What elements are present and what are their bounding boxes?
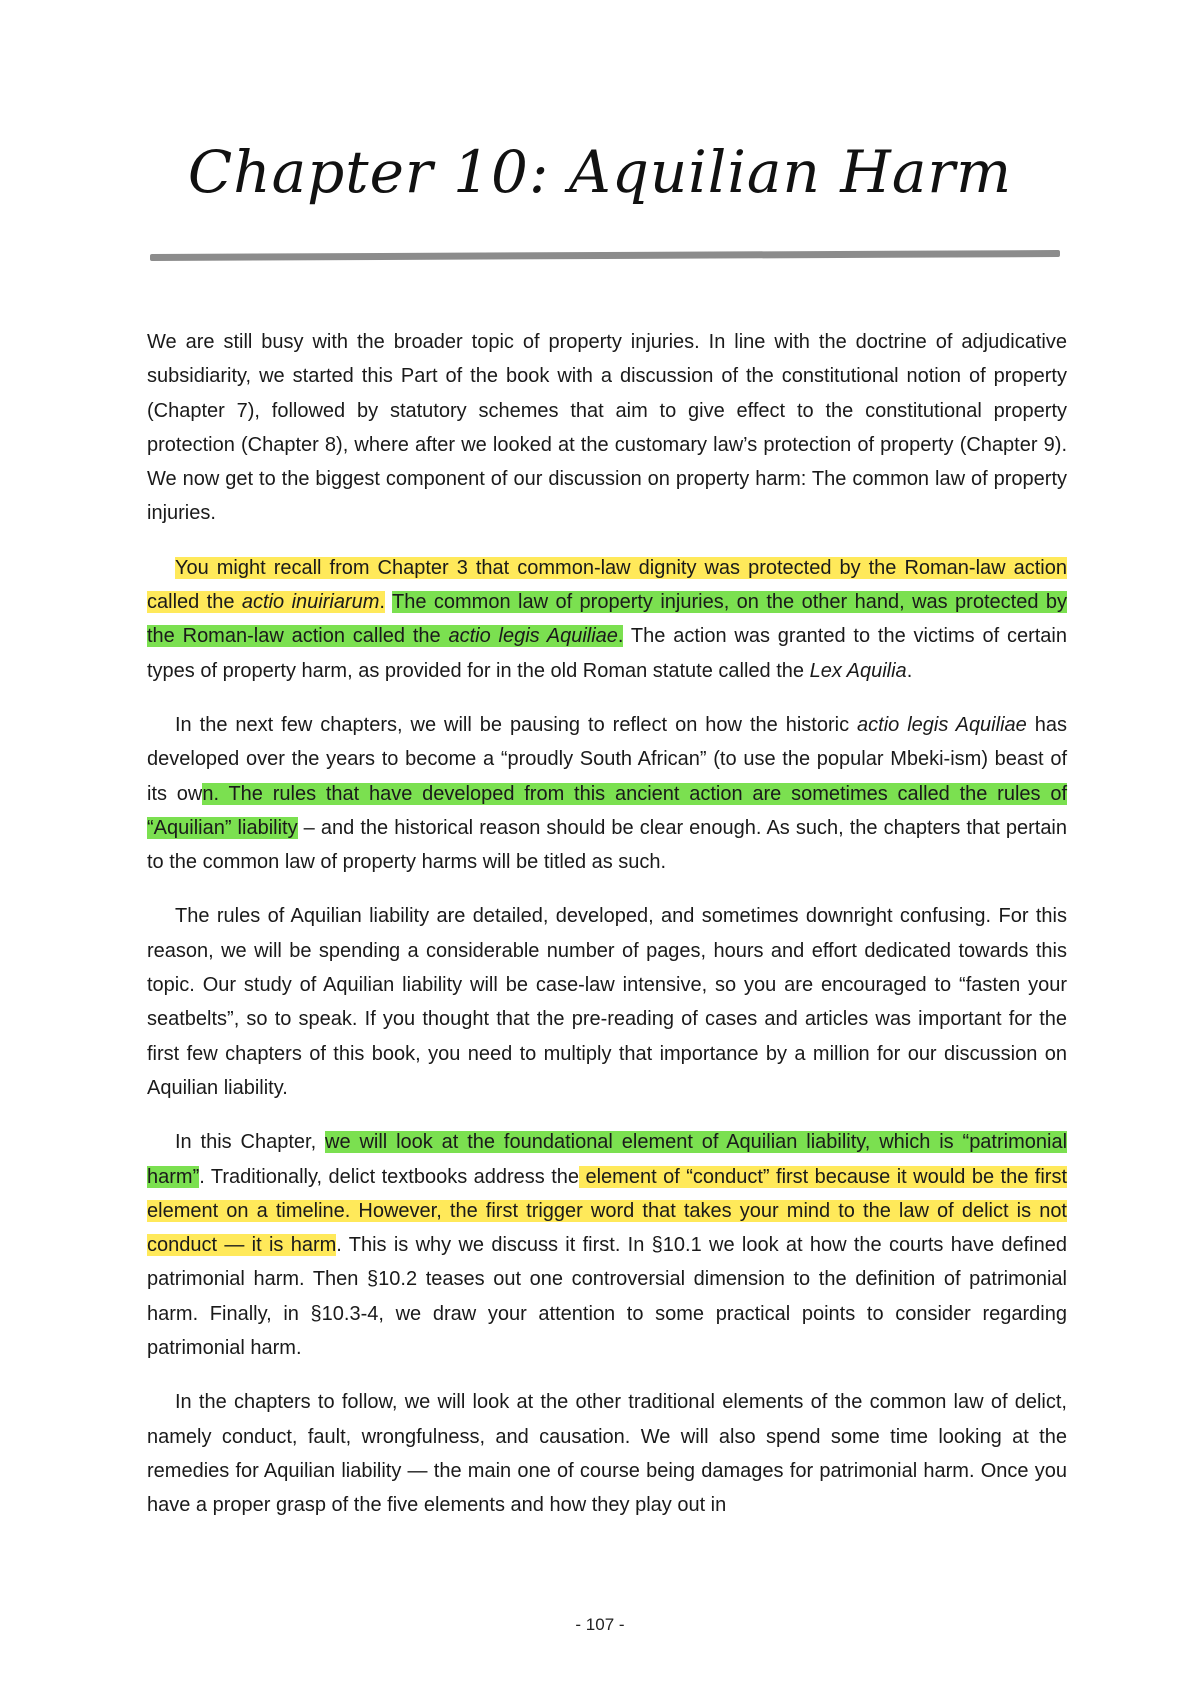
italic-term: actio inuiriarum: [241, 591, 380, 614]
paragraph-text: . Traditionally, delict textbooks address the: [199, 1165, 580, 1188]
paragraph-1: We are still busy with the broader topic of property injuries. In line with the doctrine of adjudicative subsidiarity, we started this Part of the book with a discussion of the constitutional notion of property (Chapter 7), followed by statutory schemes that aim to give effect to the constitutional property protection (Chapter 8), where after we looked at the customary law’s protection of property (Chapter 9). We now get to the biggest component of our discussion on property harm: The common law of property injuries.: [147, 331, 1067, 525]
paragraph-text: In this Chapter,: [175, 1131, 326, 1154]
title-underline: [150, 250, 1060, 261]
paragraph-4: The rules of Aquilian liability are detailed, developed, and sometimes downright confusing. For this reason, we will be spending a considerable number of pages, hours and effort dedicated towards this topic. Our study of Aquilian liability will be case-law intensive, so you are encouraged to “fasten your seatbelts”, so to speak. If you thought that the pre-reading of cases and articles was important for the first few chapters of this book, you need to multiply that importance by a million for our discussion on Aquilian liability.: [147, 905, 1067, 1099]
highlight-yellow: element of “conduct” first because it would be the first element on a timeline. However, the first trigger word that takes your mind to the law of delict is not conduct — it is harm: [147, 1165, 1068, 1257]
paragraph-5: [147, 1125, 1067, 1365]
highlight-green: n. The rules that have developed from this ancient action are sometimes called the rules of “Aquilian” liability: [147, 782, 1067, 839]
punctuation: .: [617, 625, 624, 648]
paragraph-text: – and the historical reason should be clear enough. As such, the chapters that pertain to the common law of property harms will be titled as such.: [147, 816, 1068, 874]
paragraph-3: [147, 708, 1067, 879]
paragraph-6: In the chapters to follow, we will look at the other traditional elements of the common law of delict, namely conduct, fault, wrongfulness, and causation. We will also spend some time looking at the remedies for Aquilian liability — the main one of course being damages for patrimonial harm. Once you have a proper grasp of the five elements and how they play out in: [147, 1391, 1067, 1517]
chapter-title: Chapter 10: Aquilian Harm: [187, 138, 1013, 206]
paragraph-text: The action was granted to the victims of certain types of property harm, as provided for in the old Roman statute called the: [147, 625, 1067, 682]
italic-term: actio legis Aquiliae: [857, 713, 1027, 736]
paragraph-text: In the next few chapters, we will be pausing to reflect on how the historic: [175, 713, 858, 736]
paragraph-text: has developed over the years to become a “proudly South African” (to use the popular Mbeki-ism) beast of its ow: [147, 713, 1067, 805]
page-number: - 107 -: [575, 1615, 625, 1634]
highlight-text: The common law of property injuries, on the other hand, was protected by the Roman-law action called the: [147, 591, 1067, 648]
punctuation: .: [379, 591, 385, 614]
highlight-green: we will look at the foundational element of Aquilian liability, which is “patrimonial harm”: [147, 1131, 1068, 1188]
body-text: [147, 325, 1067, 1543]
italic-term: Lex Aquilia: [809, 659, 907, 682]
paragraph-2: [147, 551, 1067, 688]
paragraph-text: . This is why we discuss it first. In §10.1 we look at how the courts have defined patrimonial harm. Then §10.2 teases out one controversial dimension to the definition of patrimonial harm. Finally, in §10.3-4, we draw your attention to some practical points to consider regarding patrimonial harm.: [147, 1234, 1067, 1360]
highlight-text: You might recall from Chapter 3 that common-law dignity was protected by the Roman-law action called the: [147, 556, 1067, 614]
punctuation: .: [906, 659, 913, 682]
italic-term: actio legis Aquiliae: [448, 625, 618, 648]
